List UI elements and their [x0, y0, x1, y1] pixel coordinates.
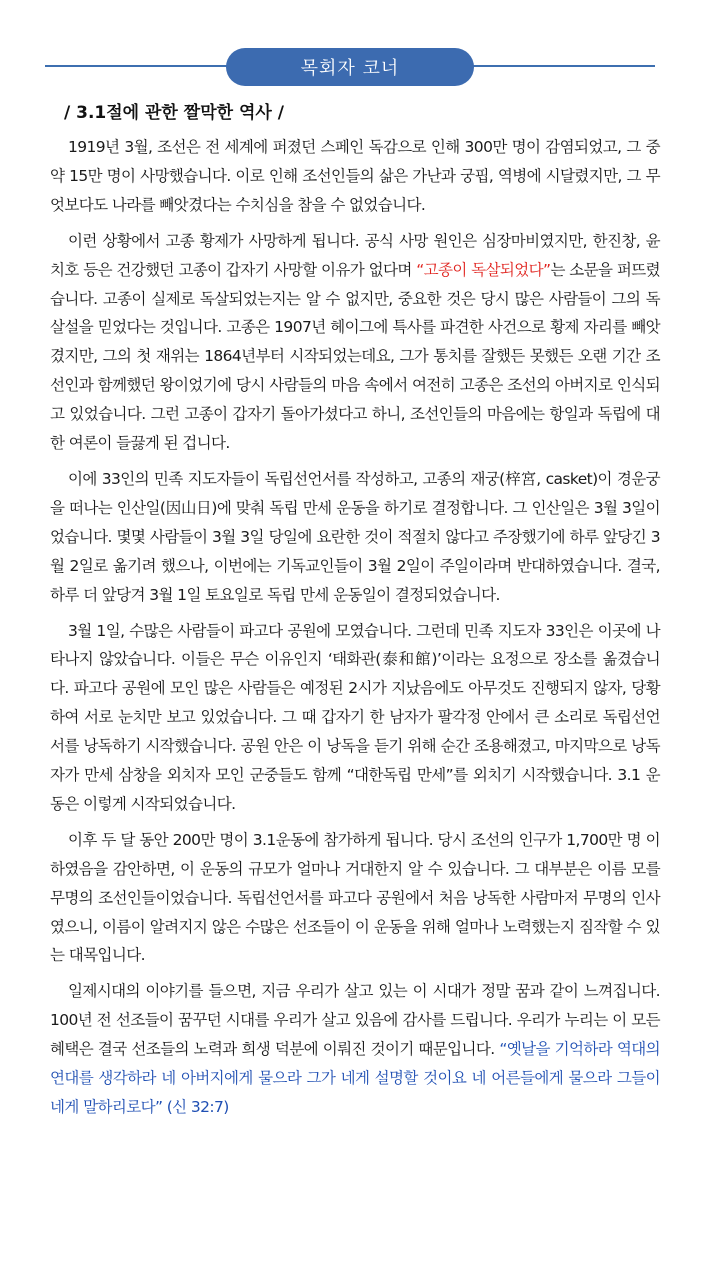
corner-title: 목회자 코너	[300, 58, 400, 79]
article-subtitle: / 3.1절에 관한 짤막한 역사 /	[64, 103, 284, 123]
paragraph-2-text-b: 는 소문을 퍼뜨렸습니다. 고종이 실제로 독살되었는지는 알 수 없지만, 중요한 것은 당시 많은 사람들이 그의 독살설을 믿었다는 것입니다. 고종은 1907년 헤이그에 특사를 파견한 사건으로 황제 자리를 빼앗겼지만, 그의 첫 재위는 1864년부터 시작되었는데요, 그가 통치를 잘했든 못했든 오랜 기간 조선인과 함께했던 왕이었기에 당시 사람들의 마음 속에서 여전히 고종은 조선의 아버지로 인식되고 있었습니다. 그런 고종이 갑자기 돌아가셨다고 하니, 조선인들의 마음에는 항일과 독립에 대한 여론이 들끓게 된 겁니다.	[50, 260, 660, 453]
paragraph-3: 이에 33인의 민족 지도자들이 독립선언서를 작성하고, 고종의 재궁(梓宮, casket)이 경운궁을 떠나는 인산일(因山日)에 맞춰 독립 만세 운동을 하기로 결정합니다. 그 인산일은 3월 3일이었습니다. 몇몇 사람들이 3월 3일 당일에 요란한 것이 적절치 않다고 주장했기에 하루 앞당긴 3월 2일로 옮기려 했으나, 이번에는 기독교인들이 3월 2일이 주일이라며 반대하였습니다. 결국, 하루 더 앞당겨 3월 1일 토요일로 독립 만세 운동일이 결정되었습니다.	[50, 469, 660, 604]
corner-title-badge	[226, 48, 474, 86]
bible-verse-reference: (신 32:7)	[162, 1098, 229, 1116]
paragraph-2	[50, 227, 660, 458]
paragraph-6	[50, 977, 660, 1122]
paragraph-1: 1919년 3월, 조선은 전 세계에 퍼졌던 스페인 독감으로 인해 300만 명이 감염되었고, 그 중 약 15만 명이 사망했습니다. 이로 인해 조선인들의 삶은 가난과 궁핍, 역병에 시달렸지만, 그 무엇보다도 나라를 빼앗겼다는 수치심을 참을 수 없었습니다.	[50, 138, 660, 214]
paragraph-5: 이후 두 달 동안 200만 명이 3.1운동에 참가하게 됩니다. 당시 조선의 인구가 1,700만 명 이하였음을 감안하면, 이 운동의 규모가 얼마나 거대한지 알 수 있습니다. 그 대부분은 이름 모를 무명의 조선인들이었습니다. 독립선언서를 파고다 공원에서 처음 낭독한 사람마저 무명의 인사였으니, 이름이 알려지지 않은 수많은 선조들이 이 운동을 위해 얼마나 노력했는지 짐작할 수 있는 대목입니다.	[50, 830, 660, 965]
bible-verse-quote: “옛날을 기억하라 역대의 연대를 생각하라 네 아버지에게 물으라 그가 네게 설명할 것이요 네 어른들에게 물으라 그들이 네게 말하리로다”	[50, 1040, 660, 1116]
paragraph-2-text-a: 이런 상황에서 고종 황제가 사망하게 됩니다. 공식 사망 원인은 심장마비였지만, 한진창, 윤치호 등은 건강했던 고종이 갑자기 사망할 이유가 없다며	[50, 231, 660, 279]
corner-header	[0, 0, 708, 100]
paragraph-4: 3월 1일, 수많은 사람들이 파고다 공원에 모였습니다. 그런데 민족 지도자 33인은 이곳에 나타나지 않았습니다. 이들은 무슨 이유인지 ‘태화관(泰和館)’이라는 요정으로 장소를 옮겼습니다. 파고다 공원에 모인 많은 사람들은 예정된 2시가 지났음에도 아무것도 진행되지 않자, 당황하여 서로 눈치만 보고 있었습니다. 그 때 갑자기 한 남자가 팔각정 안에서 큰 소리로 독립선언서를 낭독하기 시작했습니다. 공원 안은 이 낭독을 듣기 위해 순간 조용해졌고, 마지막으로 낭독자가 만세 삼창을 외치자 모인 군중들도 함께 “대한독립 만세”를 외치기 시작했습니다. 3.1 운동은 이렇게 시작되었습니다.	[50, 621, 660, 813]
article-body	[50, 133, 660, 1129]
header-rule-right	[470, 65, 655, 67]
paragraph-6-text: 일제시대의 이야기를 들으면, 지금 우리가 살고 있는 이 시대가 정말 꿈과 같이 느껴집니다. 100년 전 선조들이 꿈꾸던 시대를 우리가 살고 있음에 감사를 드립니다. 우리가 누리는 이 모든 혜택은 결국 선조들의 노력과 희생 덕분에 이뤄진 것이기 때문입니다.	[50, 982, 660, 1059]
header-rule-left	[45, 65, 235, 67]
poisoning-rumor-quote: “고종이 독살되었다”	[416, 260, 551, 279]
